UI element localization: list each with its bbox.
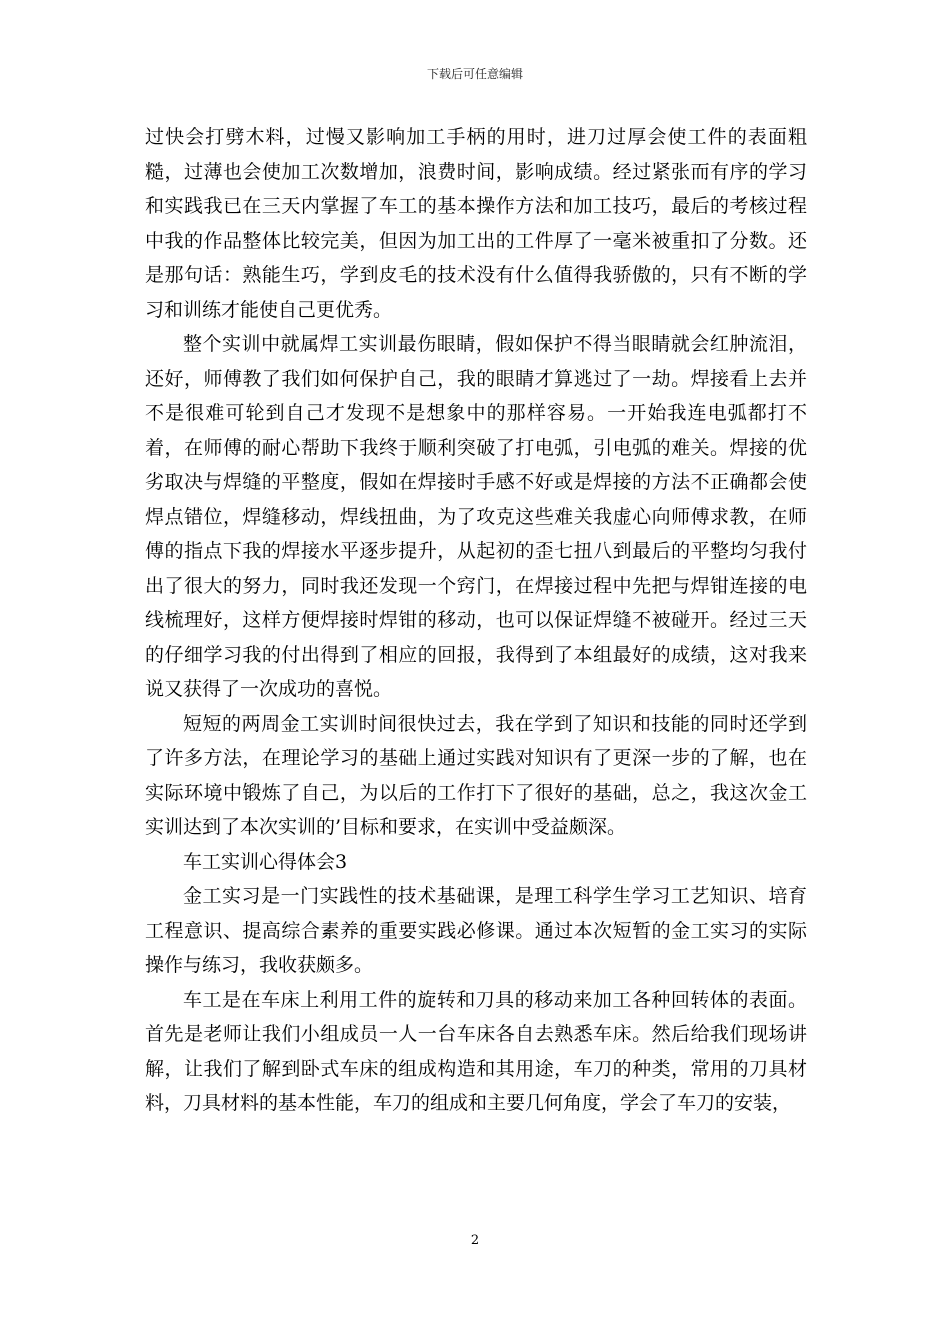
document-body xyxy=(145,120,807,1121)
page-header: 下载后可任意编辑 xyxy=(426,67,523,81)
paragraph-intro: 金工实习是一门实践性的技术基础课，是理工科学生学习工艺知识、培育工程意识、提高综合素养的重要实践必修课。通过本次短暂的金工实习的实际操作与练习，我收获颇多。 xyxy=(145,885,807,976)
paragraph-summary: 短短的两周金工实训时间很快过去，我在学到了知识和技能的同时还学到了许多方法，在理论学习的基础上通过实践对知识有了更深一步的了解，也在实际环境中锻炼了自己，为以后的工作打下了很好的基础，总之，我这次金工实训达到了本次实训的’目标和要求，在实训中受益颇深。 xyxy=(145,712,807,838)
page-number: 2 xyxy=(470,1233,480,1248)
paragraph-welding: 整个实训中就属焊工实训最伤眼睛，假如保护不得当眼睛就会红肿流泪，还好，师傅教了我们如何保护自己，我的眼睛才算逃过了一劫。焊接看上去并不是很难可轮到自己才发现不是想象中的那样容易。一开始我连电弧都打不着，在师傅的耐心帮助下我终于顺利突破了打电弧，引电弧的难关。焊接的优劣取决与焊缝的平整度，假如在焊接时手感不好或是焊接的方法不正确都会使焊点错位，焊缝移动，焊线扭曲，为了攻克这些难关我虚心向师傅求教，在师傅的指点下我的焊接水平逐步提升，从起初的歪七扭八到最后的平整均匀我付出了很大的努力，同时我还发现一个窍门，在焊接过程中先把与焊钳连接的电线梳理好，这样方便焊接时焊钳的移动，也可以保证焊缝不被碰开。经过三天的仔细学习我的付出得到了相应的回报，我得到了本组最好的成绩，这对我来说又获得了一次成功的喜悦。 xyxy=(145,333,807,700)
paragraph-continuation: 过快会打劈木料，过慢又影响加工手柄的用时，进刀过厚会使工件的表面粗糙，过薄也会使加工次数增加，浪费时间，影响成绩。经过紧张而有序的学习和实践我已在三天内掌握了车工的基本操作方法和加工技巧，最后的考核过程中我的作品整体比较完美，但因为加工出的工件厚了一毫米被重扣了分数。还是那句话：熟能生巧，学到皮毛的技术没有什么值得我骄傲的，只有不断的学习和训练才能使自己更优秀。 xyxy=(145,126,807,321)
paragraph-lathe: 车工是在车床上利用工件的旋转和刀具的移动来加工各种回转体的表面。首先是老师让我们小组成员一人一台车床各自去熟悉车床。然后给我们现场讲解，让我们了解到卧式车床的组成构造和其用途，车刀的种类，常用的刀具材料，刀具材料的基本性能，车刀的组成和主要几何角度，学会了车刀的安装， xyxy=(145,988,807,1114)
section-heading: 车工实训心得体会3 xyxy=(183,850,348,873)
